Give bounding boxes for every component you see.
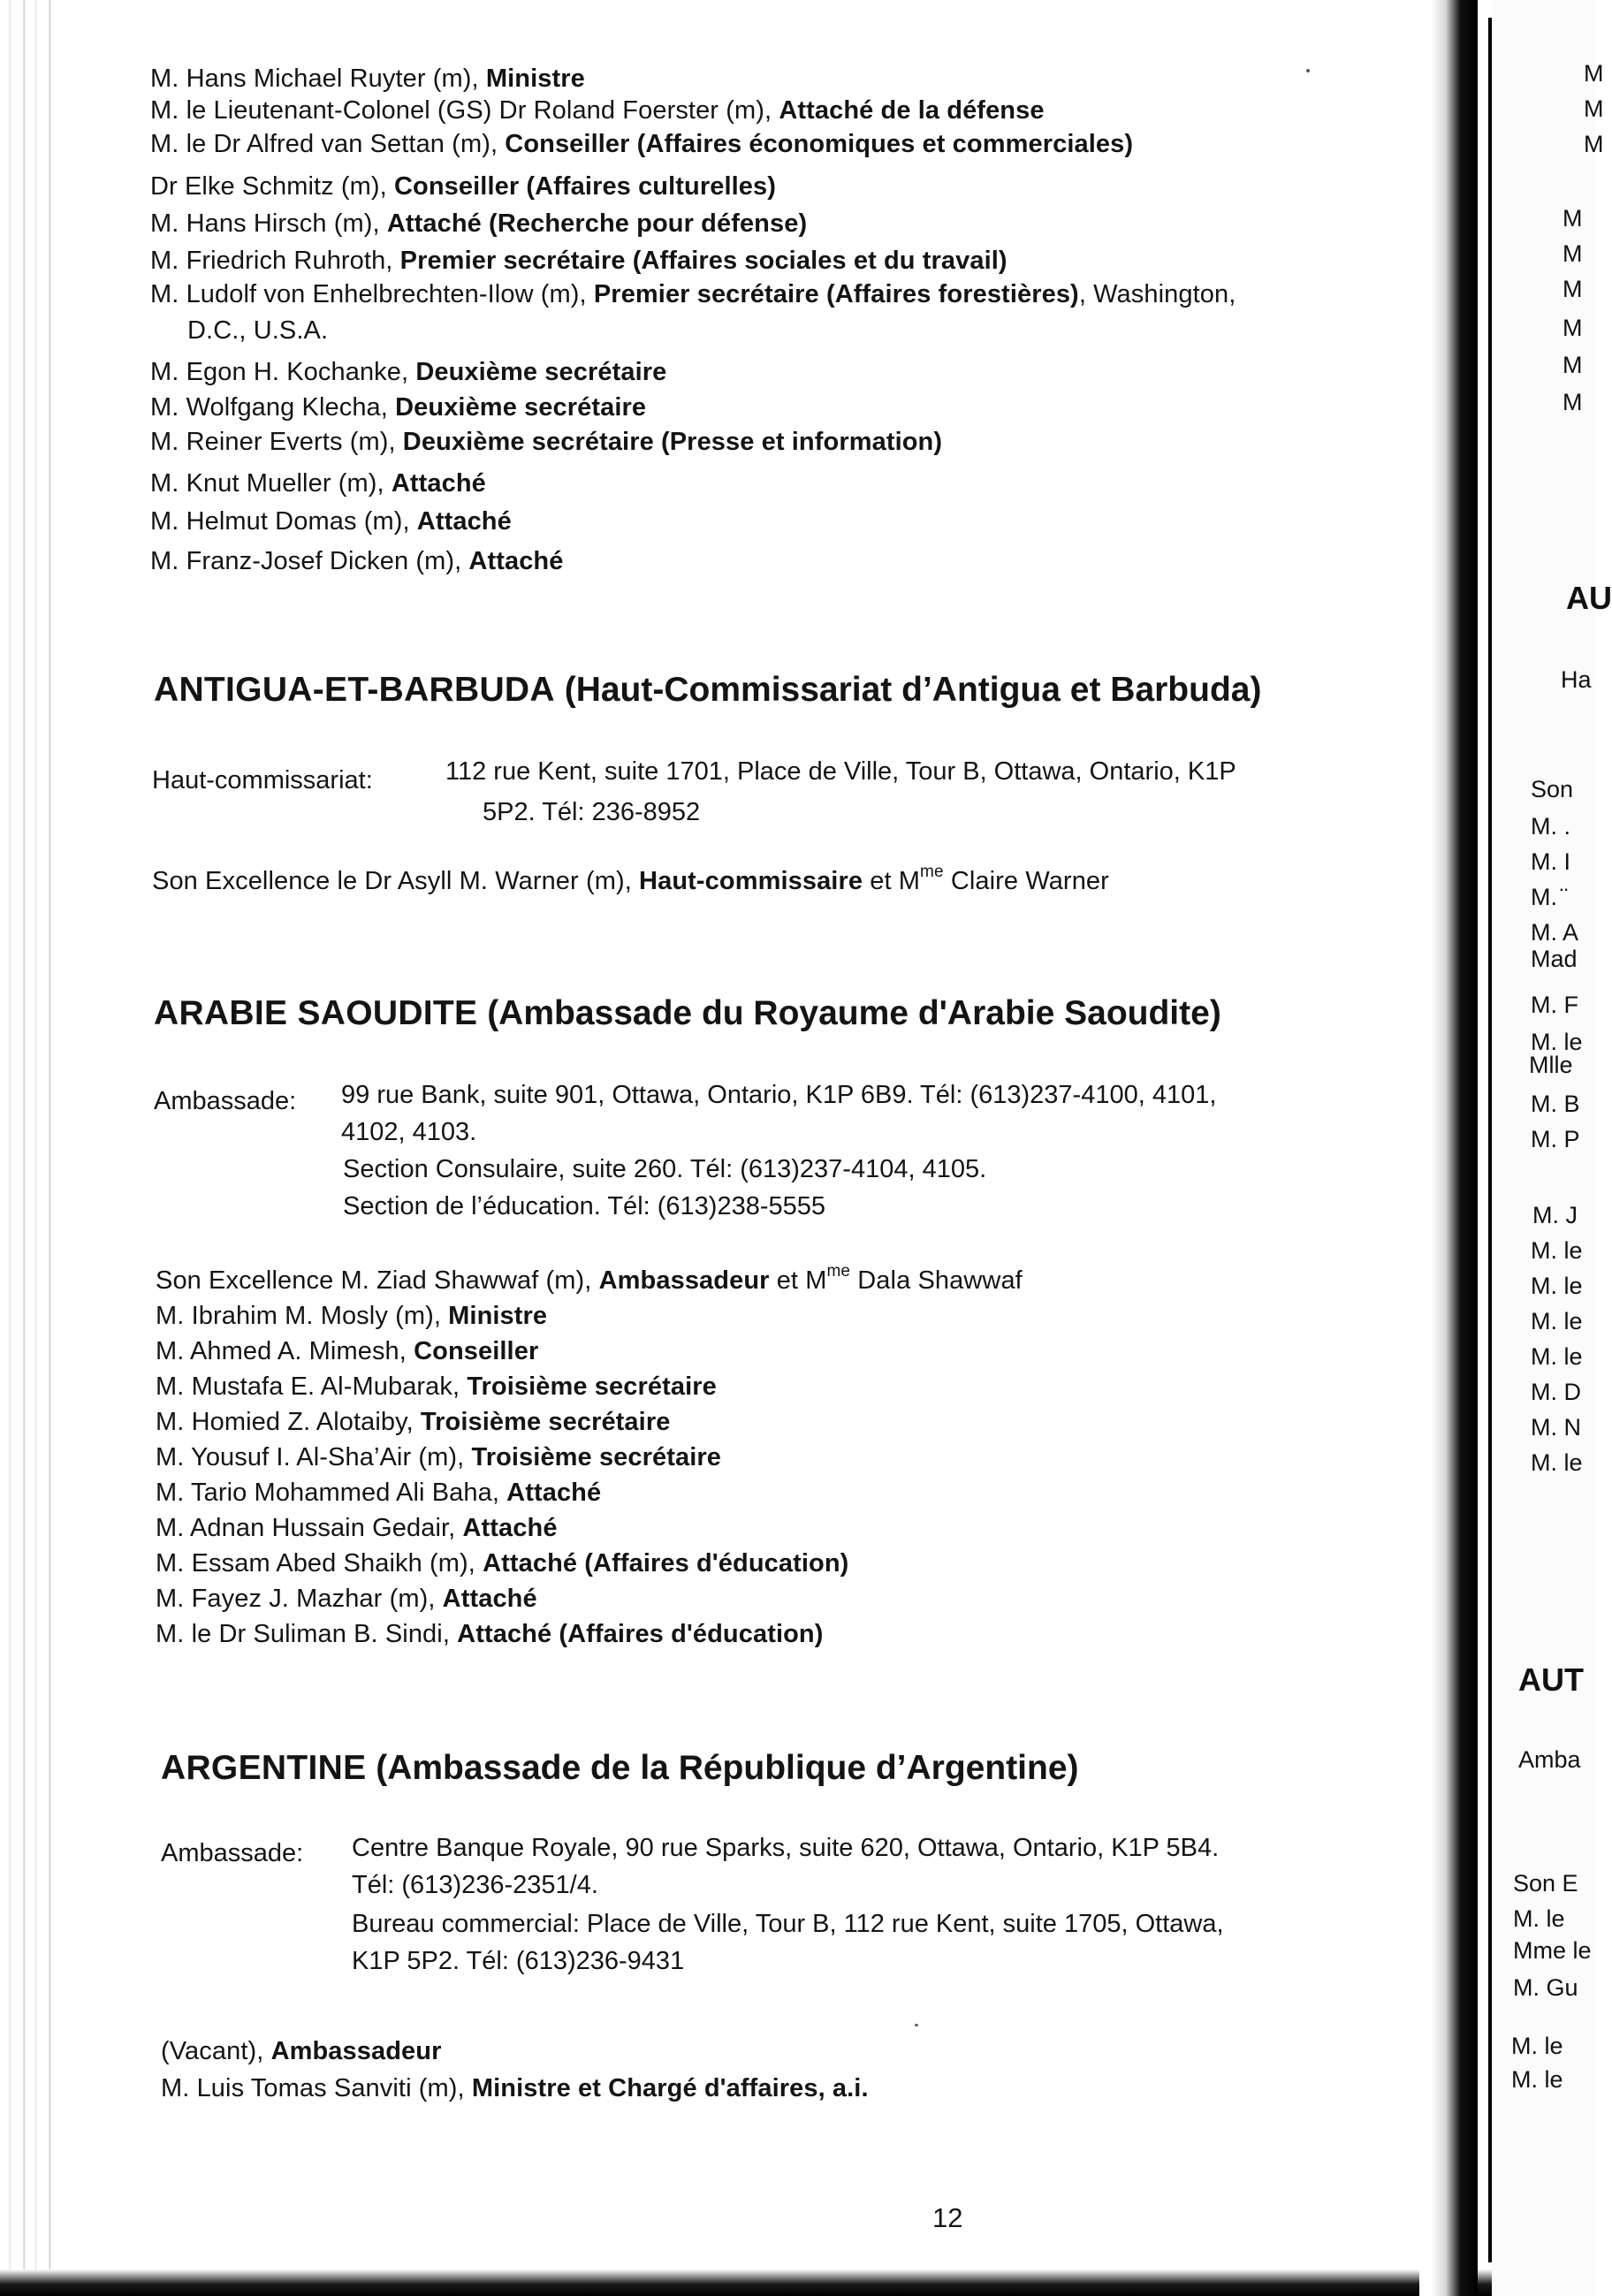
staff-line: M. Homied Z. Alotaiby, Troisième secrétaire bbox=[156, 1408, 671, 1436]
address-line: Tél: (613)236-2351/4. bbox=[352, 1871, 598, 1899]
staff-line: M. Fayez J. Mazhar (m), Attaché bbox=[156, 1585, 537, 1613]
staff-line: M. Franz-Josef Dicken (m), Attaché bbox=[150, 547, 564, 575]
book-gutter bbox=[1419, 0, 1478, 2296]
facing-heading: AU bbox=[1566, 580, 1612, 616]
facing-fragment: M. le bbox=[1531, 1237, 1583, 1264]
facing-fragment: M bbox=[1584, 131, 1604, 157]
facing-page-fragment bbox=[1492, 0, 1612, 2296]
address-line: 4102, 4103. bbox=[341, 1118, 477, 1146]
facing-fragment: M. le bbox=[1513, 1905, 1565, 1932]
staff-line: M. Reiner Everts (m), Deuxième secrétaire (Presse et information) bbox=[150, 428, 943, 456]
staff-line: M. Wolfgang Klecha, Deuxième secrétaire bbox=[150, 393, 647, 422]
section-heading-argentina: ARGENTINE (Ambassade de la République d’Argentine) bbox=[161, 1749, 1079, 1787]
scan-edge-bottom bbox=[0, 2269, 1596, 2296]
facing-fragment: M bbox=[1563, 389, 1583, 415]
address-line: 112 rue Kent, suite 1701, Place de Ville, Tour B, Ottawa, Ontario, K1P bbox=[445, 757, 1236, 786]
facing-fragment: M. B bbox=[1531, 1091, 1580, 1117]
facing-fragment: Son bbox=[1531, 776, 1574, 802]
facing-fragment: M bbox=[1563, 276, 1583, 302]
staff-line: M. Helmut Domas (m), Attaché bbox=[150, 507, 512, 536]
address-line: Section de l’éducation. Tél: (613)238-5555 bbox=[343, 1192, 826, 1220]
page-number: 12 bbox=[932, 2202, 963, 2233]
facing-fragment: M bbox=[1584, 95, 1604, 122]
staff-line: M. Egon H. Kochanke, Deuxième secrétaire bbox=[150, 358, 667, 386]
address-line: 99 rue Bank, suite 901, Ottawa, Ontario, K1P 6B9. Tél: (613)237-4100, 4101, bbox=[341, 1081, 1217, 1109]
scan-edge-left bbox=[0, 0, 51, 2296]
staff-line: M. le Dr Alfred van Settan (m), Conseiller (Affaires économiques et commerciales) bbox=[150, 130, 1134, 158]
facing-fragment: Amba bbox=[1518, 1746, 1581, 1773]
staff-line: M. le Lieutenant-Colonel (GS) Dr Roland Foerster (m), Attaché de la défense bbox=[150, 96, 1045, 125]
staff-line: M. Ibrahim M. Mosly (m), Ministre bbox=[156, 1302, 548, 1330]
facing-fragment: M. le bbox=[1531, 1273, 1583, 1299]
facing-fragment: M bbox=[1563, 352, 1583, 378]
facing-fragment: M. le bbox=[1531, 1029, 1583, 1055]
head-of-mission: Son Excellence M. Ziad Shawwaf (m), Ambassadeur et $M^{me}$ Dala Shawwaf bbox=[156, 1262, 1023, 1295]
facing-fragment: Son E bbox=[1513, 1870, 1578, 1897]
facing-fragment: Ha bbox=[1561, 666, 1592, 693]
facing-fragment: M. le bbox=[1531, 1308, 1583, 1334]
facing-fragment: Mme le bbox=[1513, 1937, 1592, 1964]
staff-line: (Vacant), Ambassadeur bbox=[161, 2037, 442, 2065]
facing-fragment: M. le bbox=[1511, 2066, 1563, 2093]
address-line: Centre Banque Royale, 90 rue Sparks, suite 620, Ottawa, Ontario, K1P 5B4. bbox=[352, 1834, 1220, 1862]
address-line: Section Consulaire, suite 260. Tél: (613)237-4104, 4105. bbox=[343, 1155, 987, 1183]
facing-fragment: Mad bbox=[1531, 946, 1578, 972]
staff-line: M. Ludolf von Enhelbrechten-Ilow (m), Premier secrétaire (Affaires forestières), Washington, bbox=[150, 280, 1236, 308]
facing-fragment: M. F bbox=[1531, 992, 1578, 1018]
staff-line: M. Mustafa E. Al-Mubarak, Troisième secrétaire bbox=[156, 1372, 717, 1401]
staff-line: M. Hans Hirsch (m), Attaché (Recherche pour défense) bbox=[150, 209, 808, 238]
section-heading-antigua: ANTIGUA-ET-BARBUDA (Haut-Commissariat d’Antigua et Barbuda) bbox=[154, 671, 1262, 709]
facing-fragment: M. D bbox=[1531, 1379, 1581, 1405]
staff-line: M. Essam Abed Shaikh (m), Attaché (Affaires d'éducation) bbox=[156, 1549, 849, 1578]
address-line: K1P 5P2. Tél: (613)236-9431 bbox=[352, 1947, 685, 1975]
facing-fragment: M. J bbox=[1532, 1202, 1578, 1228]
pencil-mark bbox=[1306, 69, 1310, 72]
facing-fragment: M. ̈ bbox=[1531, 884, 1564, 910]
staff-line: M. Ahmed A. Mimesh, Conseiller bbox=[156, 1337, 539, 1365]
facing-fragment: M bbox=[1563, 240, 1583, 267]
address-label: Haut-commissariat: bbox=[152, 766, 373, 794]
facing-fragment: M. I bbox=[1531, 848, 1570, 875]
facing-fragment: M bbox=[1563, 205, 1583, 232]
staff-line-continuation: D.C., U.S.A. bbox=[187, 316, 329, 345]
facing-fragment: M. le bbox=[1511, 2033, 1563, 2059]
staff-line: M. Hans Michael Ruyter (m), Ministre bbox=[150, 65, 585, 93]
staff-line: Dr Elke Schmitz (m), Conseiller (Affaires culturelles) bbox=[150, 172, 776, 201]
facing-fragment: M bbox=[1563, 315, 1583, 341]
facing-heading: AUT bbox=[1518, 1661, 1584, 1698]
facing-fragment: M. le bbox=[1531, 1343, 1583, 1370]
section-heading-saudi: ARABIE SAOUDITE (Ambassade du Royaume d'Arabie Saoudite) bbox=[154, 994, 1221, 1032]
address-label: Ambassade: bbox=[154, 1087, 297, 1115]
address-line: Bureau commercial: Place de Ville, Tour B, 112 rue Kent, suite 1705, Ottawa, bbox=[352, 1910, 1224, 1938]
facing-fragment: Mlle bbox=[1529, 1052, 1573, 1078]
staff-line: M. Friedrich Ruhroth, Premier secrétaire (Affaires sociales et du travail) bbox=[150, 247, 1008, 275]
staff-line: M. Luis Tomas Sanviti (m), Ministre et Chargé d'affaires, a.i. bbox=[161, 2074, 869, 2102]
pencil-mark bbox=[915, 2024, 918, 2026]
head-of-mission: Son Excellence le Dr Asyll M. Warner (m), Haut-commissaire et $M^{me}$ Claire Warner bbox=[152, 863, 1109, 895]
staff-line: M. Tario Mohammed Ali Baha, Attaché bbox=[156, 1479, 602, 1507]
address-line: 5P2. Tél: 236-8952 bbox=[483, 798, 701, 826]
facing-fragment: M. le bbox=[1531, 1449, 1583, 1476]
facing-fragment: M. P bbox=[1531, 1126, 1580, 1152]
staff-line: M. Adnan Hussain Gedair, Attaché bbox=[156, 1514, 558, 1542]
facing-fragment: M. . bbox=[1531, 813, 1570, 840]
address-label: Ambassade: bbox=[161, 1839, 304, 1867]
staff-line: M. le Dr Suliman B. Sindi, Attaché (Affaires d'éducation) bbox=[156, 1620, 824, 1648]
facing-fragment: M. N bbox=[1531, 1414, 1581, 1441]
staff-line: M. Knut Mueller (m), Attaché bbox=[150, 469, 486, 498]
facing-fragment: M. Gu bbox=[1513, 1974, 1578, 2001]
facing-fragment: M bbox=[1584, 60, 1604, 87]
facing-fragment: M. A bbox=[1531, 919, 1579, 946]
staff-line: M. Yousuf I. Al-Sha’Air (m), Troisième secrétaire bbox=[156, 1443, 721, 1471]
